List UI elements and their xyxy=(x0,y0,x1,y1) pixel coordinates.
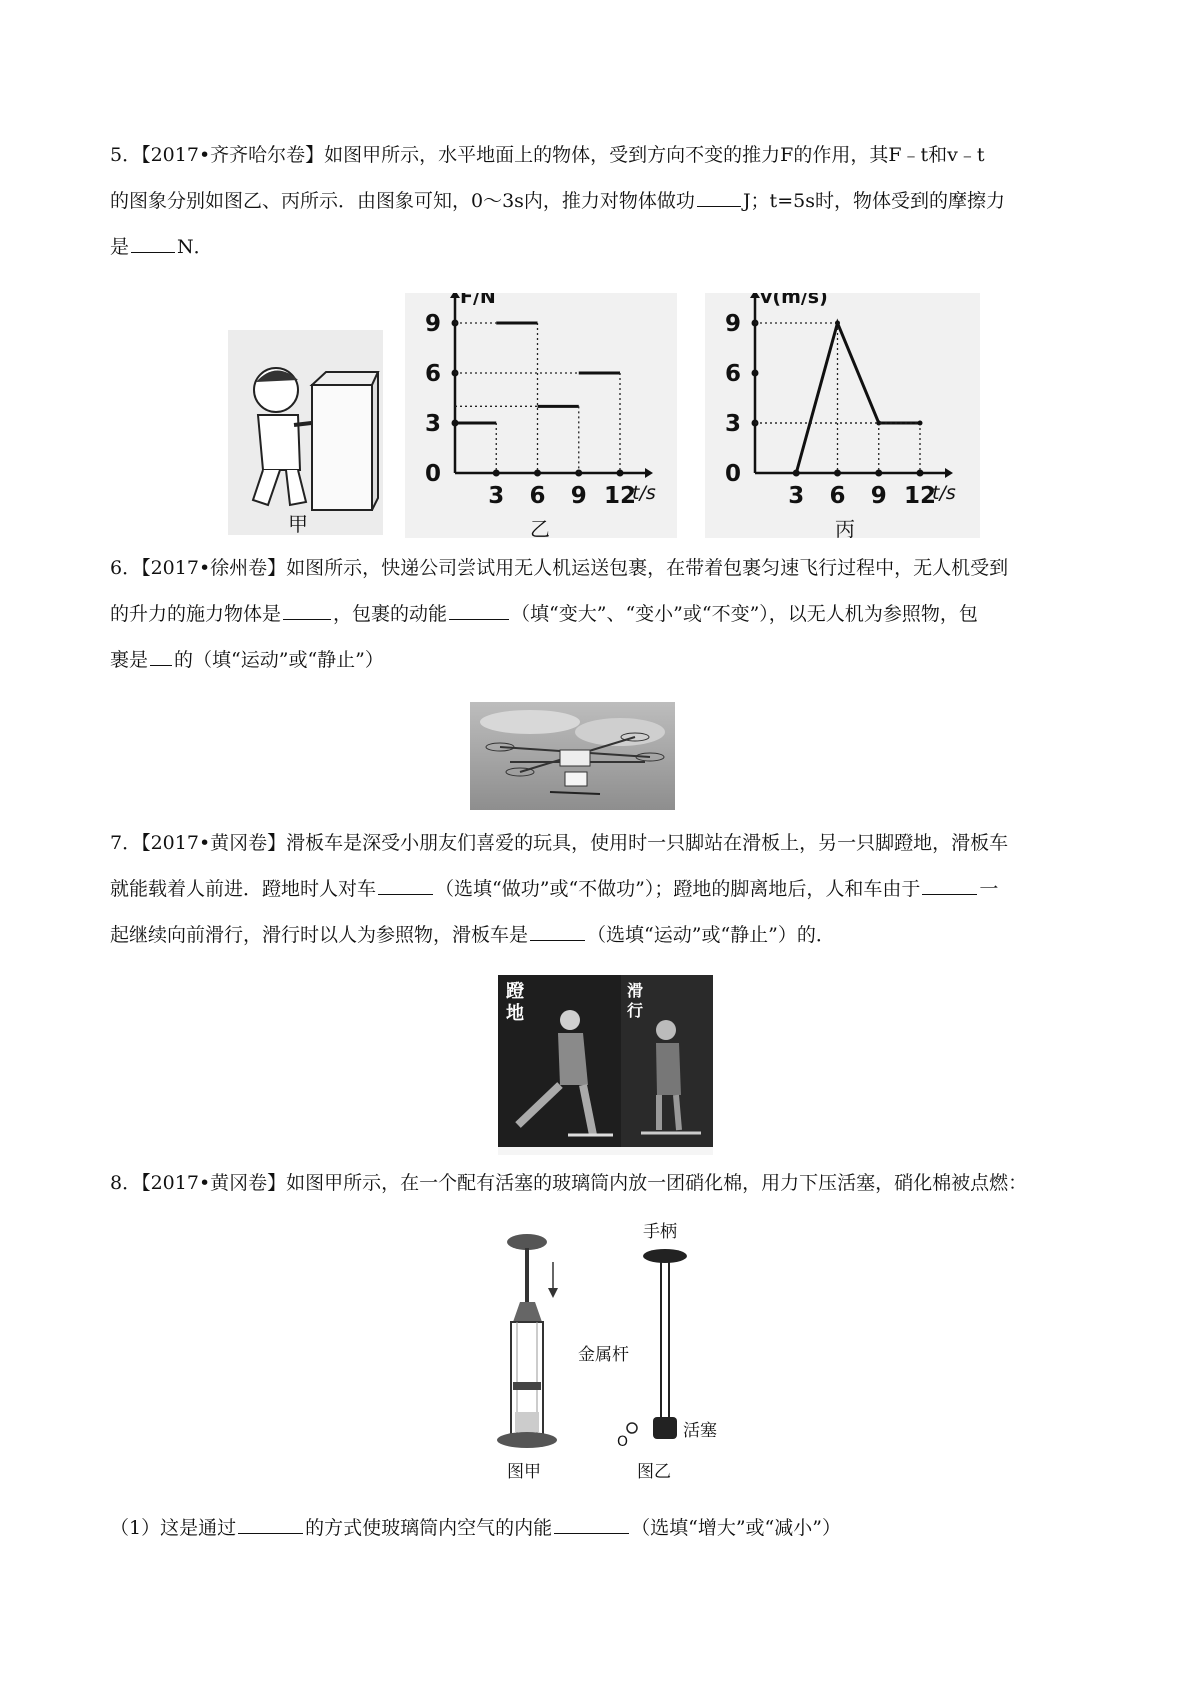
y-axis-label: F/N xyxy=(460,293,496,308)
y-tick-label: 3 xyxy=(725,411,742,437)
question-5 xyxy=(110,132,1105,270)
q5-caption-yi: 乙 xyxy=(530,517,550,541)
label-handle: 手柄 xyxy=(643,1222,677,1242)
q5-figure-yi xyxy=(405,293,677,541)
x-axis-arrow xyxy=(945,468,953,478)
f-t-chart xyxy=(405,293,677,538)
q5-figure-bing xyxy=(705,293,980,541)
photo-label-push: 蹬地 xyxy=(506,981,524,1024)
y-tick-label: 0 xyxy=(425,461,442,487)
q8-figure xyxy=(485,1212,735,1502)
x-tick-label: 6 xyxy=(829,483,846,509)
drone-photo xyxy=(470,702,675,810)
x-axis-arrow xyxy=(645,468,653,478)
data-point xyxy=(794,471,799,476)
photo-label-glide: 滑行 xyxy=(627,981,644,1020)
x-tick-label: 3 xyxy=(488,483,505,509)
y-axis-arrow xyxy=(750,293,760,298)
scooter-photo xyxy=(498,975,713,1155)
y-axis-label: v(m/s) xyxy=(760,293,828,308)
q6-line-3: 裹是 的（填“运动”或“静止”） xyxy=(110,637,1105,683)
q8-caption-jia: 图甲 xyxy=(507,1462,541,1482)
y-tick-label: 3 xyxy=(425,411,442,437)
y-tick-dot xyxy=(752,370,759,377)
v-t-chart xyxy=(705,293,980,538)
q5-line-3: 是 N． xyxy=(110,224,1105,270)
q5-blank-friction[interactable] xyxy=(131,230,175,253)
q8-blank-method[interactable] xyxy=(238,1511,303,1534)
velocity-series-line xyxy=(796,323,920,473)
y-axis-arrow xyxy=(450,293,460,298)
q6-line-1: 6．【2017•徐州卷】如图所示，快递公司尝试用无人机运送包裹，在带着包裹匀速飞行过程中，无人机受到 xyxy=(110,557,1009,579)
label-metal-rod: 金属杆 xyxy=(578,1345,629,1365)
q6-line-2: 的升力的施力物体是 ，包裹的动能 （填“变大”、“变小”或“不变”），以无人机为参照物，包 xyxy=(110,591,1105,637)
x-tick-label: 6 xyxy=(529,483,546,509)
q6-blank-lift-source[interactable] xyxy=(283,597,331,620)
q5-caption-bing: 丙 xyxy=(835,517,855,541)
q5-caption-jia: 甲 xyxy=(288,512,308,536)
x-tick-label: 9 xyxy=(870,483,887,509)
q7-line-3: 起继续向前滑行，滑行时以人为参照物，滑板车是 （选填“运动”或“静止”）的． xyxy=(110,912,1105,958)
q7-blank-inertia[interactable] xyxy=(922,872,977,895)
scooter-photo-right xyxy=(621,975,713,1147)
y-tick-label: 6 xyxy=(725,361,742,387)
drone-illustration xyxy=(470,702,675,810)
y-tick-label: 0 xyxy=(725,461,742,487)
q6-blank-kinetic-energy[interactable] xyxy=(449,597,509,620)
q5-figure-jia xyxy=(228,330,383,535)
data-point xyxy=(918,421,923,426)
x-tick-label: 12 xyxy=(903,483,937,509)
x-tick-label: 9 xyxy=(570,483,587,509)
scooter-photo-left xyxy=(498,975,623,1147)
label-o: O xyxy=(617,1434,629,1450)
boy-pushing-box-illustration xyxy=(228,330,383,535)
y-tick-label: 6 xyxy=(425,361,442,387)
q8-sub-question-1: （1）这是通过 的方式使玻璃筒内空气的内能 （选填“增大”或“减小”） xyxy=(110,1505,1105,1551)
q7-line-1: 7．【2017•黄冈卷】滑板车是深受小朋友们喜爱的玩具，使用时一只脚站在滑板上，另一只脚蹬地，滑板车 xyxy=(110,832,1009,854)
question-7 xyxy=(110,820,1105,958)
q6-blank-motion[interactable] xyxy=(150,643,172,666)
x-tick-label: 12 xyxy=(603,483,637,509)
x-axis-label: t/s xyxy=(632,482,656,504)
y-tick-label: 9 xyxy=(425,311,442,337)
label-piston: 活塞 xyxy=(683,1421,717,1441)
q7-blank-motion[interactable] xyxy=(530,918,585,941)
q5-blank-work[interactable] xyxy=(697,184,741,207)
x-tick-label: 3 xyxy=(788,483,805,509)
q7-blank-work[interactable] xyxy=(378,872,433,895)
q8-caption-yi: 图乙 xyxy=(637,1462,671,1482)
q5-line-2: 的图象分别如图乙、丙所示．由图象可知，0～3s内，推力对物体做功 J；t=5s时，物体受到的摩擦力 xyxy=(110,178,1105,224)
q5-line-1: 5．【2017•齐齐哈尔卷】如图甲所示，水平地面上的物体，受到方向不变的推力F的作用，其F﹣t和v﹣t xyxy=(110,144,985,166)
data-point xyxy=(835,321,840,326)
q8-blank-energy-change[interactable] xyxy=(554,1511,629,1534)
q7-line-2: 就能载着人前进．蹬地时人对车 （选填“做功”或“不做功”）；蹬地的脚离地后，人和车由于 一 xyxy=(110,866,1105,912)
q8-line-1: 8．【2017•黄冈卷】如图甲所示，在一个配有活塞的玻璃筒内放一团硝化棉，用力下压活塞，硝化棉被点燃： xyxy=(110,1172,1028,1194)
y-tick-label: 9 xyxy=(725,311,742,337)
question-8 xyxy=(110,1160,1105,1206)
x-axis-label: t/s xyxy=(932,482,956,504)
question-6 xyxy=(110,545,1105,683)
